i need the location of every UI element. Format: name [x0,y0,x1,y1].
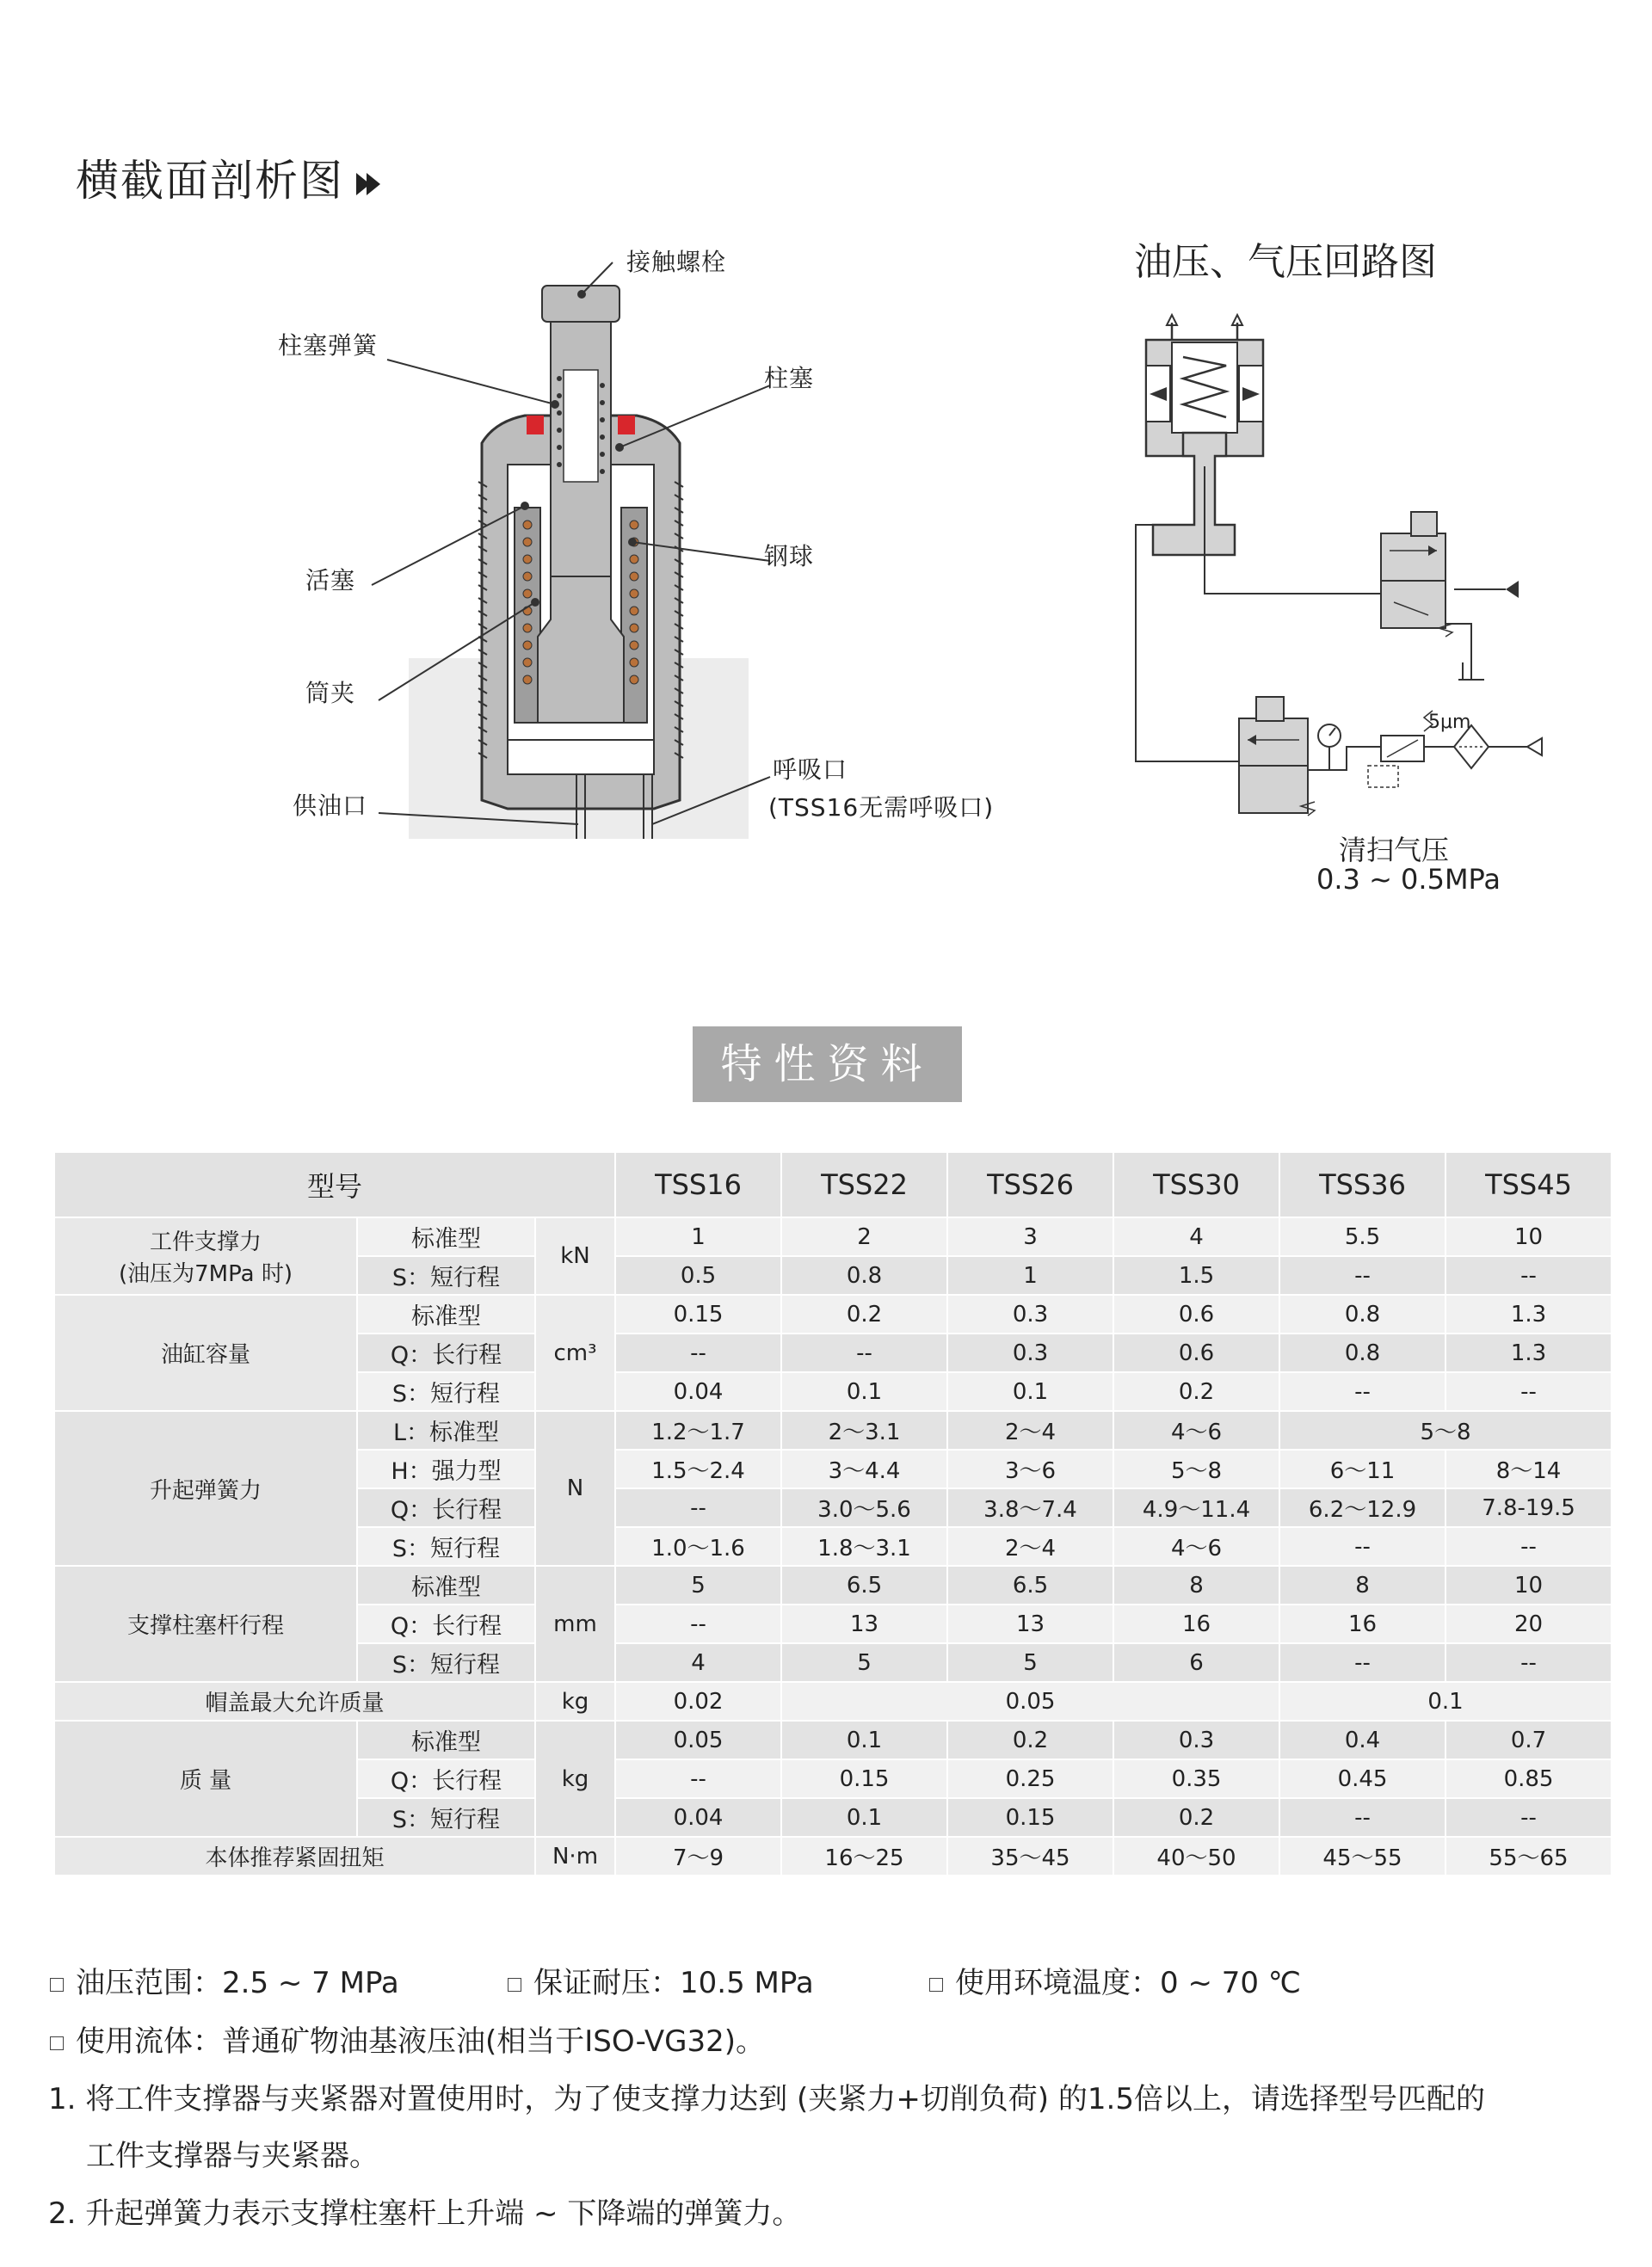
table-cell: 40～50 [1113,1837,1279,1876]
table-cell: 2 [781,1217,947,1256]
table-cell: 标准型 [357,1721,535,1759]
table-cell: -- [1279,1527,1446,1566]
note-fluid [50,2018,765,2060]
purge-label: 清扫气压 [1339,834,1450,866]
table-cell: 0.15 [947,1798,1113,1837]
table-cell: 0.35 [1113,1759,1279,1798]
table-cell: -- [615,1488,781,1527]
label-piston: 活塞 [305,566,356,594]
table-cell: 13 [947,1605,1113,1643]
circuit-title: 油压、气压回路图 [1134,240,1437,284]
table-cell: 标准型 [357,1566,535,1605]
table-cell: 0.2 [781,1295,947,1334]
table-cell: 0.15 [781,1759,947,1798]
table-cell: S：短行程 [357,1798,535,1837]
note-text: 使用环境温度：0 ~ 70 ℃ [955,1966,1301,2000]
table-row [54,1411,1612,1450]
table-cell: 5 [947,1643,1113,1682]
table-cell: 35～45 [947,1837,1113,1876]
model-header: 型号 [54,1152,615,1217]
table-cell: 0.04 [615,1798,781,1837]
table-cell: 5～8 [1113,1450,1279,1488]
row-label-capacity: 油缸容量 [54,1295,357,1411]
table-cell: -- [615,1759,781,1798]
table-cell: 4 [615,1643,781,1682]
table-cell: 3.0～5.6 [781,1488,947,1527]
table-cell: 1.5 [1113,1256,1279,1295]
table-cell: 5.5 [1279,1217,1446,1256]
table-cell: 0.1 [781,1798,947,1837]
note-text: 使用流体：普通矿物油基液压油(相当于ISO-VG32)。 [76,2024,765,2059]
table-cell: kN [535,1217,615,1295]
table-cell: 0.1 [781,1372,947,1411]
table-cell: 8 [1113,1566,1279,1605]
table-cell: mm [535,1566,615,1682]
table-cell: 3～6 [947,1450,1113,1488]
row-label-mass: 质 量 [54,1721,357,1837]
table-cell: 2～4 [947,1527,1113,1566]
table-cell: -- [1446,1527,1612,1566]
section-title-text: 横截面剖析图 [76,156,344,206]
air-source-icon [1527,738,1542,755]
table-cell: 8～14 [1446,1450,1612,1488]
checkbox-icon [929,1978,943,1992]
label-breather-port: 呼吸口 [773,755,848,784]
table-cell: 8 [1279,1566,1446,1605]
model-col: TSS36 [1279,1152,1446,1217]
table-cell: 6.5 [781,1566,947,1605]
table-cell: 0.15 [615,1295,781,1334]
table-cell: cm³ [535,1295,615,1411]
table-row [54,1566,1612,1605]
support-force-label: 工件支撑力 [149,1229,262,1255]
table-cell: S：短行程 [357,1527,535,1566]
table-cell: 0.05 [615,1721,781,1759]
table-cell: 0.04 [615,1372,781,1411]
table-cell: L：标准型 [357,1411,535,1450]
table-cell: Q：长行程 [357,1334,535,1372]
table-cell: 0.6 [1113,1334,1279,1372]
table-cell: 5～8 [1279,1411,1612,1450]
table-cell: 13 [781,1605,947,1643]
checkbox-icon [50,1978,64,1992]
table-cell: 4 [1113,1217,1279,1256]
table-cell: 0.8 [1279,1334,1446,1372]
model-col: TSS30 [1113,1152,1279,1217]
table-cell: 6.5 [947,1566,1113,1605]
row-label-stroke: 支撑柱塞杆行程 [54,1566,357,1682]
row-label-spring-force: 升起弹簧力 [54,1411,357,1566]
table-row [54,1721,1612,1759]
table-cell: S：短行程 [357,1372,535,1411]
label-oil-port: 供油口 [293,792,368,820]
note-2: 2. 升起弹簧力表示支撑柱塞杆上升端 ~ 下降端的弹簧力。 [48,2196,802,2231]
table-cell: 1.8～3.1 [781,1527,947,1566]
note-text: 保证耐压：10.5 MPa [533,1966,814,2000]
table-cell: -- [1279,1643,1446,1682]
table-cell: 6 [1113,1643,1279,1682]
table-cell: 1.3 [1446,1295,1612,1334]
table-cell: 1.3 [1446,1334,1612,1372]
table-cell: 5 [615,1566,781,1605]
table-row [54,1295,1612,1334]
table-cell: -- [615,1334,781,1372]
row-label-support-force [54,1217,357,1295]
table-cell: -- [615,1605,781,1643]
table-cell: 1 [615,1217,781,1256]
table-cell: 0.3 [1113,1721,1279,1759]
table-cell: 4～6 [1113,1411,1279,1450]
table-cell: 0.25 [947,1759,1113,1798]
table-cell: H：强力型 [357,1450,535,1488]
note-proof-pressure [508,1959,814,2001]
table-cell: 0.3 [947,1334,1113,1372]
table-cell: N·m [535,1837,615,1876]
label-collet: 筒夹 [305,679,356,707]
table-cell: kg [535,1682,615,1721]
spec-table [53,1151,1612,1876]
table-cell: 0.05 [781,1682,1279,1721]
table-cell: -- [781,1334,947,1372]
table-cell: 6～11 [1279,1450,1446,1488]
spec-banner: 特性资料 [693,1026,962,1102]
table-cell: 7～9 [615,1837,781,1876]
table-cell: 标准型 [357,1217,535,1256]
table-cell: 0.6 [1113,1295,1279,1334]
table-cell: Q：长行程 [357,1605,535,1643]
model-col: TSS26 [947,1152,1113,1217]
table-cell: 5 [781,1643,947,1682]
table-cell: 10 [1446,1566,1612,1605]
table-cell: 16～25 [781,1837,947,1876]
table-cell: 0.1 [781,1721,947,1759]
table-cell: 0.3 [947,1295,1113,1334]
table-cell: Q：长行程 [357,1488,535,1527]
table-cell: S：短行程 [357,1256,535,1295]
table-cell: 0.85 [1446,1759,1612,1798]
table-cell: 20 [1446,1605,1612,1643]
table-cell: 0.2 [1113,1798,1279,1837]
table-cell: 4～6 [1113,1527,1279,1566]
table-cell: -- [1446,1643,1612,1682]
table-cell: 1 [947,1256,1113,1295]
table-cell: 7.8-19.5 [1446,1488,1612,1527]
label-plunger: 柱塞 [764,364,815,392]
table-cell: -- [1446,1798,1612,1837]
table-cell: 0.5 [615,1256,781,1295]
table-cell: 3.8～7.4 [947,1488,1113,1527]
table-cell: 2～4 [947,1411,1113,1450]
table-cell: 2～3.1 [781,1411,947,1450]
row-label-torque: 本体推荐紧固扭矩 [54,1837,535,1876]
table-cell: 1.2～1.7 [615,1411,781,1450]
model-col: TSS16 [615,1152,781,1217]
table-cell: 0.02 [615,1682,781,1721]
table-cell: 16 [1113,1605,1279,1643]
table-cell: -- [1279,1798,1446,1837]
table-cell: S：短行程 [357,1643,535,1682]
table-header-row [54,1152,1612,1217]
note-1-line-1: 1. 将工件支撑器与夹紧器对置使用时，为了使支撑力达到 (夹紧力+切削负荷) 的1.5倍以上，请选择型号匹配的 [48,2082,1485,2116]
table-cell: 16 [1279,1605,1446,1643]
table-cell: kg [535,1721,615,1837]
checkbox-icon [508,1978,521,1992]
table-cell: 10 [1446,1217,1612,1256]
table-cell: 4.9～11.4 [1113,1488,1279,1527]
table-cell: 0.2 [947,1721,1113,1759]
purge-range: 0.3 ~ 0.5MPa [1316,863,1501,896]
table-row [54,1217,1612,1256]
table-cell: 0.4 [1279,1721,1446,1759]
table-cell: 0.1 [1279,1682,1612,1721]
pressure-source-icon [1506,581,1519,598]
note-temperature [929,1959,1301,2001]
table-cell: 标准型 [357,1295,535,1334]
table-cell: 55～65 [1446,1837,1612,1876]
support-force-note: (油压为7MPa 时) [119,1261,293,1287]
table-cell: 1.0～1.6 [615,1527,781,1566]
table-cell: 45～55 [1279,1837,1446,1876]
table-cell: 0.8 [1279,1295,1446,1334]
table-cell: 1.5～2.4 [615,1450,781,1488]
table-cell: Q：长行程 [357,1759,535,1798]
model-col: TSS22 [781,1152,947,1217]
filter-label: 5μm [1428,712,1471,733]
table-cell: -- [1279,1256,1446,1295]
table-cell: 0.1 [947,1372,1113,1411]
label-plunger-spring: 柱塞弹簧 [278,331,379,360]
table-cell: 0.2 [1113,1372,1279,1411]
checkbox-icon [50,2036,64,2050]
table-cell: 3 [947,1217,1113,1256]
label-breather-note: (TSS16无需呼吸口) [768,793,995,822]
table-cell: -- [1279,1372,1446,1411]
label-contact-bolt: 接触螺栓 [626,248,727,276]
table-cell: 0.7 [1446,1721,1612,1759]
note-pressure-range [50,1959,399,2001]
table-row [54,1837,1612,1876]
note-1-line-2: 工件支撑器与夹紧器。 [86,2139,379,2173]
table-cell: N [535,1411,615,1566]
note-text: 油压范围：2.5 ~ 7 MPa [76,1966,399,2000]
table-row [54,1682,1612,1721]
table-cell: -- [1446,1372,1612,1411]
label-steel-ball: 钢球 [764,542,815,570]
circuit-diagram [0,0,1652,946]
table-cell: 0.45 [1279,1759,1446,1798]
model-col: TSS45 [1446,1152,1612,1217]
table-cell: -- [1446,1256,1612,1295]
table-cell: 3～4.4 [781,1450,947,1488]
row-label-cap-mass: 帽盖最大允许质量 [54,1682,535,1721]
table-cell: 6.2～12.9 [1279,1488,1446,1527]
table-cell: 0.8 [781,1256,947,1295]
